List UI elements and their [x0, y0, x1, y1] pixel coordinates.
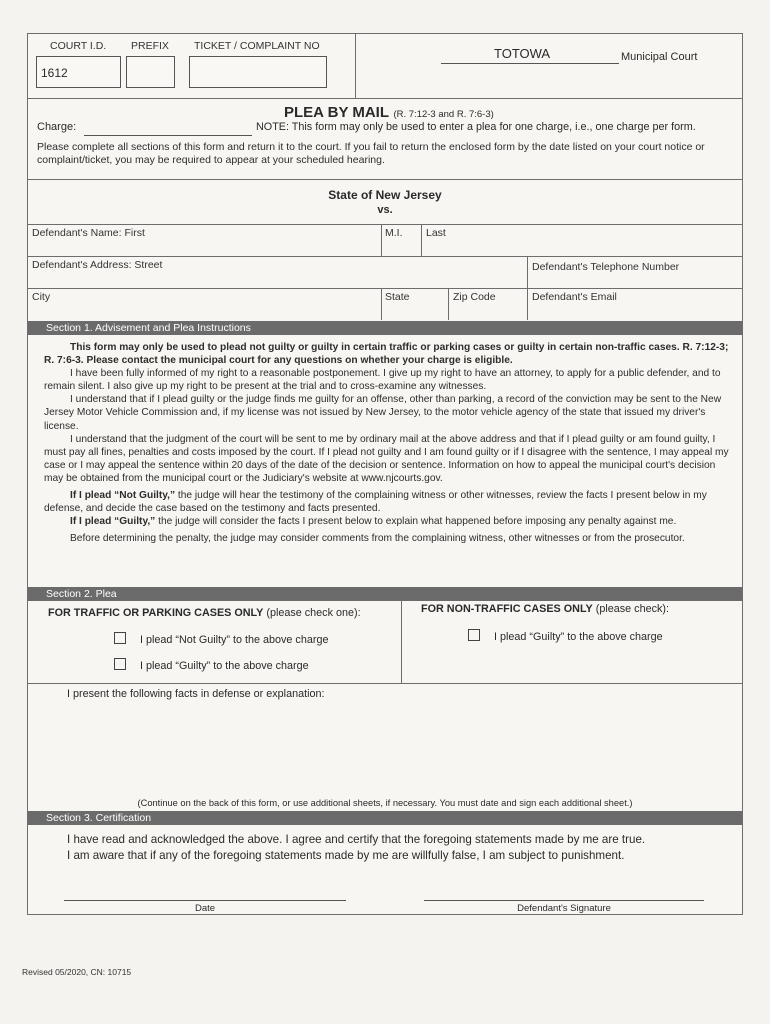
- section1-intro: This form may only be used to plead not guilty or guilty in certain traffic or parking cases or guilty in certain non-traffic cases. R. 7:12-3; R. 7:6-3. Please contact the municipal court for any questions on whether your charge is eligible.: [44, 342, 729, 367]
- defendant-telephone-label: Defendant's Telephone Number: [532, 261, 680, 273]
- prefix-field[interactable]: [126, 56, 175, 88]
- revision-footer: Revised 05/2020, CN: 10715: [22, 967, 132, 977]
- defendant-city-field[interactable]: [28, 288, 742, 320]
- traffic-heading-hint: (please check one):: [263, 607, 361, 619]
- nontraffic-cases-heading: [421, 603, 669, 615]
- divider: [28, 179, 742, 180]
- defendant-email-label: Defendant's Email: [532, 291, 617, 303]
- header-divider: [355, 34, 356, 98]
- defendant-city-label: City: [32, 291, 51, 303]
- form-instructions: Please complete all sections of this form and return it to the court. If you fail to return the enclosed form by the date listed on your court notice or complaint/ticket, you may be required to appear at your scheduled hearing.: [37, 141, 705, 167]
- signature-field[interactable]: [424, 900, 704, 901]
- defendant-zip-label: Zip Code: [453, 291, 496, 303]
- caption-vs: vs.: [377, 204, 393, 216]
- defendant-last-label: Last: [426, 227, 446, 239]
- traffic-heading-text: FOR TRAFFIC OR PARKING CASES ONLY: [48, 607, 264, 619]
- court-id-field[interactable]: [36, 56, 121, 88]
- date-label: Date: [194, 903, 216, 914]
- traffic-cases-heading: [48, 607, 361, 619]
- section1-p2: I understand that if I plead guilty or the judge finds me guilty for an offense, other than parking, a record of the conviction may be sent to the New Jersey Motor Vehicle Commission and, if my license was not issued by New Jersey, to the motor vehicle agency of the state that issued my driver's license.: [44, 394, 722, 432]
- plea-by-mail-form: [27, 33, 743, 915]
- ticket-field[interactable]: [189, 56, 327, 88]
- nontraffic-heading-hint: (please check):: [592, 603, 669, 615]
- not-guilty-checkbox[interactable]: [114, 632, 126, 644]
- section1-p3: I understand that the judgment of the court will be sent to me by ordinary mail at the above address and that if I plead guilty or am found guilty, I must pay all fines, penalties and costs imposed by the court. If I plead not guilty and I am found guilty or if I disagree with the sentence, I may appeal my case or I may appeal the sentence within 20 days of the date of the decision or sentence. Information on how to appeal the municipal court's decision may be obtained from the municipal court or the Judiciary's website at www.njcourts.gov.: [44, 433, 729, 484]
- form-title: [284, 104, 494, 122]
- section1-p5-text: the judge will consider the facts I present below to explain what happened before imposing any penalty against me.: [155, 516, 677, 528]
- municipal-court-label: Municipal Court: [621, 51, 698, 63]
- section1-p4-lead: If I plead “Not Guilty,”: [70, 490, 176, 502]
- form-title-text: PLEA BY MAIL: [284, 104, 390, 121]
- municipality-line: [441, 63, 619, 64]
- ticket-label: TICKET / COMPLAINT NO: [194, 40, 320, 52]
- prefix-label: PREFIX: [131, 40, 169, 52]
- charge-field[interactable]: [84, 135, 252, 136]
- defendant-mi-label: M.I.: [385, 227, 403, 239]
- caption-state: State of New Jersey: [328, 188, 442, 202]
- certification-line2: I am aware that if any of the foregoing statements made by me are willfully false, I am subject to punishment.: [67, 849, 625, 862]
- defendant-address-label: Defendant's Address: Street: [32, 259, 163, 271]
- municipality-name: TOTOWA: [494, 46, 551, 61]
- traffic-guilty-checkbox[interactable]: [114, 658, 126, 670]
- section2-heading: Section 2. Plea: [28, 587, 742, 601]
- facts-label: I present the following facts in defense or explanation:: [67, 688, 325, 700]
- traffic-option-not-guilty[interactable]: [114, 632, 328, 646]
- section1-heading: Section 1. Advisement and Plea Instructions: [28, 321, 742, 335]
- nontraffic-guilty-checkbox[interactable]: [468, 629, 480, 641]
- defendant-address-field[interactable]: [28, 256, 742, 288]
- traffic-guilty-label: I plead “Guilty” to the above charge: [140, 660, 309, 672]
- court-id-label: COURT I.D.: [50, 40, 107, 52]
- section1-p5-lead: If I plead “Guilty,”: [70, 516, 156, 528]
- section1-p6: Before determining the penalty, the judge may consider comments from the complaining witness, other witnesses or from the prosecutor.: [70, 533, 685, 545]
- nontraffic-heading-text: FOR NON-TRAFFIC CASES ONLY: [421, 603, 593, 615]
- certification-line1: I have read and acknowledged the above. I agree and certify that the foregoing statements made by me are true.: [67, 833, 646, 846]
- divider: [28, 98, 742, 99]
- section1-p1: I have been fully informed of my right to a reasonable postponement. I give up my right to have an attorney, to apply for a public defender, and to remain silent. I also give up my right to be present at the trial and to cross-examine any witnesses.: [44, 368, 721, 393]
- defendant-name-first-label: Defendant's Name: First: [32, 227, 145, 239]
- form-note: NOTE: This form may only be used to enter a plea for one charge, i.e., one charge per form.: [256, 121, 696, 133]
- signature-label: Defendant's Signature: [517, 903, 611, 914]
- facts-input-area[interactable]: [28, 684, 742, 799]
- traffic-option-guilty[interactable]: [114, 658, 309, 672]
- divider: [401, 601, 402, 683]
- section1-body: [44, 341, 730, 545]
- section3-heading: Section 3. Certification: [28, 811, 742, 825]
- section1-p5: [44, 515, 730, 528]
- charge-label: Charge:: [37, 121, 77, 133]
- section1-p4: [44, 489, 730, 515]
- defendant-state-label: State: [385, 291, 410, 303]
- nontraffic-guilty-label: I plead “Guilty” to the above charge: [494, 631, 663, 643]
- form-rule: (R. 7:12-3 and R. 7:6-3): [393, 109, 494, 120]
- defendant-name-field[interactable]: [28, 224, 742, 256]
- court-id-value: 1612: [41, 66, 68, 80]
- nontraffic-option-guilty[interactable]: [468, 629, 663, 643]
- section1-p4-text: the judge will hear the testimony of the complaining witness or other witnesses, review the facts I present below in my defense, and decide the case based on the testimony and facts presented.: [44, 490, 707, 515]
- not-guilty-label: I plead “Not Guilty” to the above charge: [140, 634, 329, 646]
- date-field[interactable]: [64, 900, 346, 901]
- continue-note: (Continue on the back of this form, or use additional sheets, if necessary. You must date and sign each additional sheet.): [137, 798, 633, 808]
